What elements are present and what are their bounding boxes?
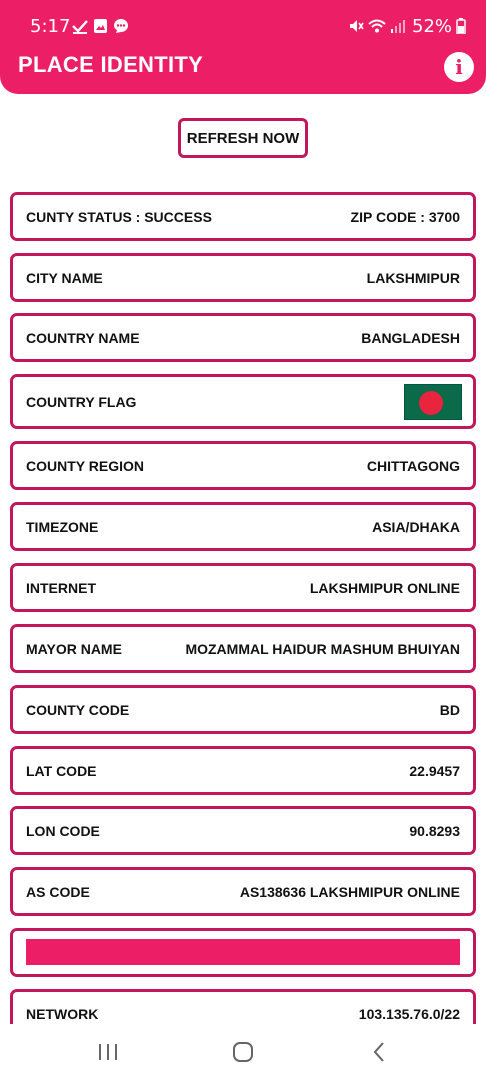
row-value: AS138636 LAKSHMIPUR ONLINE [239,883,460,900]
home-icon[interactable] [231,1038,255,1066]
battery-percent: 52% [412,16,453,37]
row-value: ZIP CODE : 3700 [350,208,460,225]
place-info-list[interactable] [10,192,476,1024]
redaction-bar [26,939,460,965]
row-label: INTERNET [26,579,96,596]
row-value: 103.135.76.0/22 [358,1005,460,1022]
lat-code-row [10,746,476,795]
redacted-row [10,928,476,977]
app-bar [0,0,486,94]
page-title: PLACE IDENTITY [18,52,204,77]
city-name-row [10,253,476,302]
row-value: CHITTAGONG [366,457,460,474]
row-value: LAKSHMIPUR [366,269,460,286]
row-value: ASIA/DHAKA [372,518,460,535]
row-label: NETWORK [26,1005,99,1022]
row-value: 90.8293 [409,822,460,839]
info-icon[interactable]: i [444,52,474,82]
mute-icon [348,18,364,34]
message-icon [113,18,129,34]
row-label: LON CODE [26,822,100,839]
country-flag-row [10,374,476,429]
county-region-row [10,441,476,490]
row-label: COUNTY REGION [26,457,144,474]
back-icon[interactable] [370,1038,388,1066]
network-row [10,989,476,1024]
internet-row [10,563,476,612]
image-icon [93,18,108,34]
as-code-row [10,867,476,916]
country-name-row [10,313,476,362]
row-label: CUNTY STATUS : SUCCESS [26,208,212,225]
mayor-name-row [10,624,476,673]
wifi-icon [368,18,386,34]
row-label: CITY NAME [26,269,103,286]
status-row [10,192,476,241]
row-value: BANGLADESH [361,329,460,346]
row-label: MAYOR NAME [26,640,122,657]
status-time: 5:17 [30,16,71,37]
lon-code-row [10,806,476,855]
refresh-now-button[interactable]: REFRESH NOW [178,118,308,158]
row-value: LAKSHMIPUR ONLINE [309,579,460,596]
row-label: COUNTRY FLAG [26,393,137,410]
row-label: LAT CODE [26,762,97,779]
row-value: MOZAMMAL HAIDUR MASHUM BHUIYAN [185,640,460,657]
signal-icon [390,18,406,34]
row-label: TIMEZONE [26,518,99,535]
status-bar [0,0,486,52]
recent-apps-icon[interactable] [96,1038,120,1066]
system-nav-bar [0,1024,486,1080]
row-label: COUNTY CODE [26,701,130,718]
bangladesh-flag-icon [404,384,462,420]
row-value: BD [439,701,460,718]
battery-icon [456,18,466,34]
row-value: 22.9457 [409,762,460,779]
county-code-row [10,685,476,734]
timezone-row [10,502,476,551]
row-label: COUNTRY NAME [26,329,140,346]
check-icon [72,18,88,34]
row-label: AS CODE [26,883,90,900]
